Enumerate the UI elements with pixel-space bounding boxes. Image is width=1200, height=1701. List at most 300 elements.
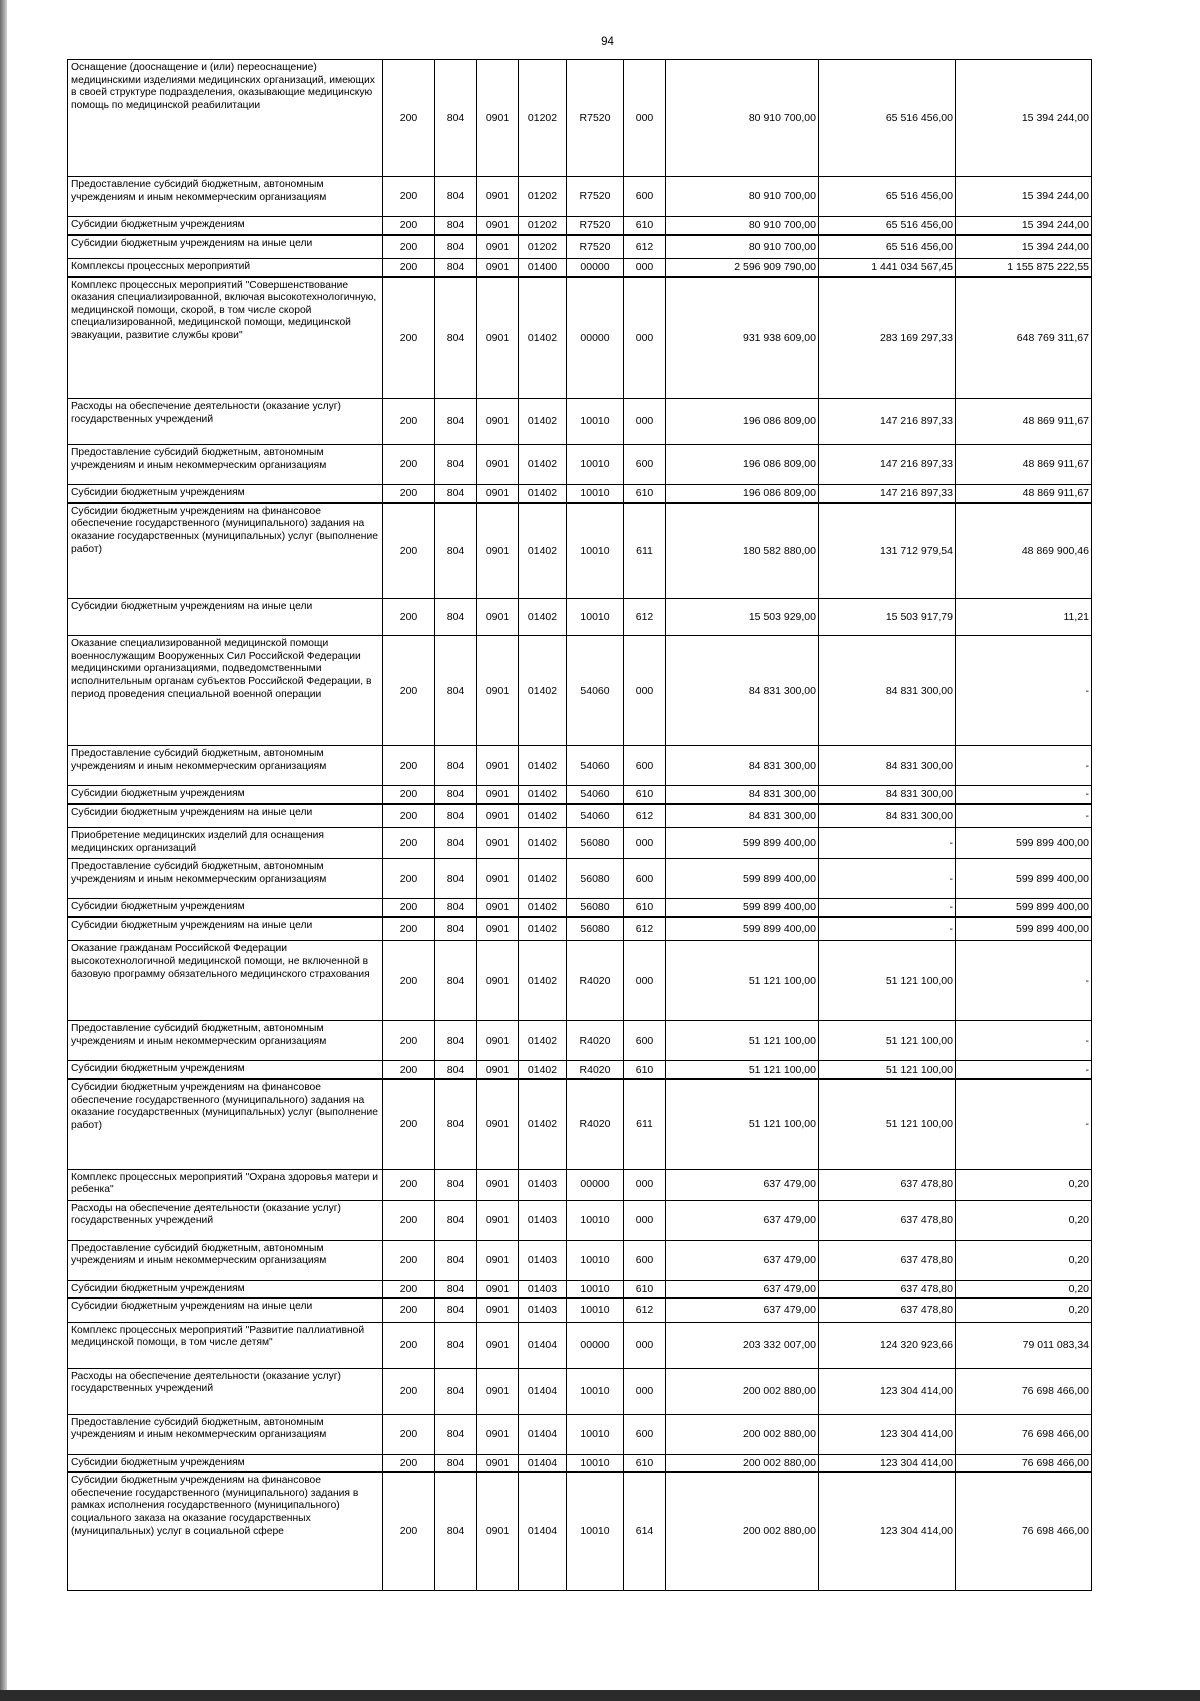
row-name: Субсидии бюджетным учреждениям xyxy=(68,1280,383,1298)
col-code-2: 804 xyxy=(435,859,477,899)
col-code-4: 01402 xyxy=(519,445,567,485)
table-row xyxy=(68,445,1092,485)
row-name: Субсидии бюджетным учреждениям на финансовое обеспечение государственного (муниципального) задания на оказание государственных (муниципальных) услуг (выполнение работ) xyxy=(68,1079,383,1169)
table-row xyxy=(68,503,1092,599)
col-code-1: 200 xyxy=(383,503,435,599)
col-code-3: 0901 xyxy=(477,1322,519,1368)
row-name: Субсидии бюджетным учреждениям xyxy=(68,217,383,235)
table-row xyxy=(68,746,1092,786)
col-code-5: 10010 xyxy=(567,1280,624,1298)
row-name: Расходы на обеспечение деятельности (оказание услуг) государственных учреждений xyxy=(68,1200,383,1240)
table-row xyxy=(68,1240,1092,1280)
col-amount-3: - xyxy=(956,1061,1092,1079)
col-code-1: 200 xyxy=(383,60,435,177)
col-code-3: 0901 xyxy=(477,899,519,917)
col-amount-1: 196 086 809,00 xyxy=(666,445,819,485)
col-code-3: 0901 xyxy=(477,177,519,217)
col-amount-1: 599 899 400,00 xyxy=(666,859,819,899)
row-name: Субсидии бюджетным учреждениям на финансовое обеспечение государственного (муниципального) задания в рамках исполнения государственного (муниципального) социального заказа на оказание государственных (муниципальных) услуг в социальной сфере xyxy=(68,1472,383,1590)
col-code-3: 0901 xyxy=(477,746,519,786)
col-amount-2: - xyxy=(819,828,956,859)
table-row xyxy=(68,599,1092,636)
row-name: Оказание гражданам Российской Федерации высокотехнологичной медицинской помощи, не включенной в базовую программу обязательного медицинского страхования xyxy=(68,941,383,1021)
col-code-2: 804 xyxy=(435,899,477,917)
col-code-3: 0901 xyxy=(477,1298,519,1322)
col-amount-1: 84 831 300,00 xyxy=(666,786,819,804)
col-code-2: 804 xyxy=(435,746,477,786)
table-body xyxy=(68,60,1092,1591)
row-name: Субсидии бюджетным учреждениям xyxy=(68,899,383,917)
col-code-6: 612 xyxy=(624,917,666,941)
col-code-6: 610 xyxy=(624,1061,666,1079)
col-code-1: 200 xyxy=(383,917,435,941)
col-amount-2: 147 216 897,33 xyxy=(819,399,956,445)
col-amount-3: 599 899 400,00 xyxy=(956,917,1092,941)
table-row xyxy=(68,259,1092,277)
col-code-4: 01403 xyxy=(519,1280,567,1298)
col-code-1: 200 xyxy=(383,1240,435,1280)
table-row xyxy=(68,177,1092,217)
row-name: Субсидии бюджетным учреждениям на финансовое обеспечение государственного (муниципального) задания на оказание государственных (муниципальных) услуг (выполнение работ) xyxy=(68,503,383,599)
col-code-1: 200 xyxy=(383,786,435,804)
col-code-4: 01202 xyxy=(519,60,567,177)
col-amount-2: 65 516 456,00 xyxy=(819,217,956,235)
col-amount-1: 51 121 100,00 xyxy=(666,1061,819,1079)
col-amount-1: 200 002 880,00 xyxy=(666,1368,819,1414)
col-code-1: 200 xyxy=(383,1061,435,1079)
col-amount-1: 203 332 007,00 xyxy=(666,1322,819,1368)
col-code-2: 804 xyxy=(435,941,477,1021)
col-amount-3: 599 899 400,00 xyxy=(956,899,1092,917)
col-code-1: 200 xyxy=(383,1454,435,1472)
table-row xyxy=(68,277,1092,399)
row-name: Комплекс процессных мероприятий "Охрана здоровья матери и ребенка" xyxy=(68,1169,383,1200)
col-code-1: 200 xyxy=(383,485,435,503)
col-code-6: 610 xyxy=(624,786,666,804)
col-code-1: 200 xyxy=(383,746,435,786)
col-code-4: 01404 xyxy=(519,1414,567,1454)
col-code-3: 0901 xyxy=(477,235,519,259)
col-amount-2: 123 304 414,00 xyxy=(819,1414,956,1454)
col-amount-2: 637 478,80 xyxy=(819,1298,956,1322)
table-row xyxy=(68,1200,1092,1240)
scan-edge-bottom xyxy=(0,1690,1200,1701)
col-code-3: 0901 xyxy=(477,917,519,941)
col-code-1: 200 xyxy=(383,277,435,399)
row-name: Субсидии бюджетным учреждениям на иные цели xyxy=(68,1298,383,1322)
col-code-5: R4020 xyxy=(567,941,624,1021)
col-code-1: 200 xyxy=(383,828,435,859)
col-amount-3: 76 698 466,00 xyxy=(956,1368,1092,1414)
col-code-1: 200 xyxy=(383,599,435,636)
col-code-4: 01402 xyxy=(519,636,567,746)
col-amount-2: 84 831 300,00 xyxy=(819,804,956,828)
table-row xyxy=(68,828,1092,859)
col-code-4: 01202 xyxy=(519,235,567,259)
col-amount-1: 637 479,00 xyxy=(666,1169,819,1200)
col-code-5: 10010 xyxy=(567,399,624,445)
row-name: Субсидии бюджетным учреждениям на иные цели xyxy=(68,804,383,828)
col-amount-1: 599 899 400,00 xyxy=(666,899,819,917)
table-row xyxy=(68,636,1092,746)
col-code-2: 804 xyxy=(435,828,477,859)
row-name: Предоставление субсидий бюджетным, автономным учреждениям и иным некоммерческим организациям xyxy=(68,445,383,485)
row-name: Расходы на обеспечение деятельности (оказание услуг) государственных учреждений xyxy=(68,1368,383,1414)
col-amount-1: 15 503 929,00 xyxy=(666,599,819,636)
col-code-1: 200 xyxy=(383,1368,435,1414)
col-amount-3: 11,21 xyxy=(956,599,1092,636)
col-code-3: 0901 xyxy=(477,217,519,235)
col-code-5: 10010 xyxy=(567,1200,624,1240)
table-row xyxy=(68,1472,1092,1590)
col-amount-1: 931 938 609,00 xyxy=(666,277,819,399)
col-code-1: 200 xyxy=(383,1021,435,1061)
table-row xyxy=(68,1454,1092,1472)
col-code-2: 804 xyxy=(435,1200,477,1240)
table-row xyxy=(68,60,1092,177)
col-amount-2: 84 831 300,00 xyxy=(819,746,956,786)
col-code-6: 600 xyxy=(624,1240,666,1280)
col-amount-1: 637 479,00 xyxy=(666,1240,819,1280)
table-row xyxy=(68,399,1092,445)
col-code-6: 600 xyxy=(624,859,666,899)
col-code-1: 200 xyxy=(383,636,435,746)
col-code-5: 10010 xyxy=(567,599,624,636)
col-amount-1: 637 479,00 xyxy=(666,1280,819,1298)
row-name: Оказание специализированной медицинской помощи военнослужащим Вооруженных Сил Российской Федерации медицинскими организациями, подведомственными исполнительным органам субъектов Российской Федерации, в период проведения специальной военной операции xyxy=(68,636,383,746)
col-amount-3: - xyxy=(956,1021,1092,1061)
col-code-5: 00000 xyxy=(567,1322,624,1368)
col-code-6: 000 xyxy=(624,259,666,277)
col-amount-1: 51 121 100,00 xyxy=(666,941,819,1021)
col-amount-3: 0,20 xyxy=(956,1280,1092,1298)
col-amount-1: 80 910 700,00 xyxy=(666,235,819,259)
col-code-6: 600 xyxy=(624,1021,666,1061)
col-code-2: 804 xyxy=(435,235,477,259)
col-code-4: 01403 xyxy=(519,1240,567,1280)
page-number: 94 xyxy=(601,36,614,48)
row-name: Субсидии бюджетным учреждениям xyxy=(68,1454,383,1472)
col-code-5: 56080 xyxy=(567,828,624,859)
col-code-2: 804 xyxy=(435,786,477,804)
col-code-2: 804 xyxy=(435,1368,477,1414)
col-code-5: R7520 xyxy=(567,235,624,259)
col-code-4: 01402 xyxy=(519,941,567,1021)
col-amount-3: 48 869 911,67 xyxy=(956,445,1092,485)
col-amount-3: 0,20 xyxy=(956,1240,1092,1280)
col-code-3: 0901 xyxy=(477,485,519,503)
col-code-6: 600 xyxy=(624,445,666,485)
col-code-3: 0901 xyxy=(477,1414,519,1454)
col-code-5: 56080 xyxy=(567,899,624,917)
row-name: Предоставление субсидий бюджетным, автономным учреждениям и иным некоммерческим организациям xyxy=(68,1021,383,1061)
row-name: Субсидии бюджетным учреждениям xyxy=(68,485,383,503)
table-row xyxy=(68,1061,1092,1079)
col-code-6: 600 xyxy=(624,746,666,786)
col-amount-1: 84 831 300,00 xyxy=(666,636,819,746)
col-code-2: 804 xyxy=(435,217,477,235)
col-code-6: 000 xyxy=(624,1200,666,1240)
col-code-2: 804 xyxy=(435,485,477,503)
col-amount-2: 65 516 456,00 xyxy=(819,235,956,259)
col-code-2: 804 xyxy=(435,177,477,217)
col-code-1: 200 xyxy=(383,399,435,445)
col-code-2: 804 xyxy=(435,445,477,485)
row-name: Комплекс процессных мероприятий "Развитие паллиативной медицинской помощи, в том числе детям" xyxy=(68,1322,383,1368)
col-amount-1: 599 899 400,00 xyxy=(666,917,819,941)
col-amount-2: 637 478,80 xyxy=(819,1169,956,1200)
col-amount-2: 131 712 979,54 xyxy=(819,503,956,599)
col-code-1: 200 xyxy=(383,1322,435,1368)
col-code-6: 611 xyxy=(624,503,666,599)
col-code-5: R4020 xyxy=(567,1061,624,1079)
col-amount-3: 48 869 911,67 xyxy=(956,485,1092,503)
col-code-5: 00000 xyxy=(567,259,624,277)
col-amount-2: 637 478,80 xyxy=(819,1240,956,1280)
col-amount-1: 196 086 809,00 xyxy=(666,399,819,445)
col-code-4: 01404 xyxy=(519,1472,567,1590)
col-amount-3: 76 698 466,00 xyxy=(956,1454,1092,1472)
table-row xyxy=(68,235,1092,259)
col-amount-3: 76 698 466,00 xyxy=(956,1414,1092,1454)
row-name: Предоставление субсидий бюджетным, автономным учреждениям и иным некоммерческим организациям xyxy=(68,859,383,899)
col-code-3: 0901 xyxy=(477,859,519,899)
col-amount-1: 80 910 700,00 xyxy=(666,177,819,217)
row-name: Комплекс процессных мероприятий "Совершенствование оказания специализированной, включая высокотехнологичную, медицинской помощи, скорой, в том числе скорой специализированной, медицинской помощи, медицинской эвакуации, развитие службы крови" xyxy=(68,277,383,399)
col-code-3: 0901 xyxy=(477,599,519,636)
row-name: Субсидии бюджетным учреждениям xyxy=(68,1061,383,1079)
row-name: Субсидии бюджетным учреждениям на иные цели xyxy=(68,599,383,636)
col-code-3: 0901 xyxy=(477,1280,519,1298)
col-amount-1: 180 582 880,00 xyxy=(666,503,819,599)
col-code-1: 200 xyxy=(383,177,435,217)
col-code-2: 804 xyxy=(435,259,477,277)
col-code-2: 804 xyxy=(435,60,477,177)
col-code-5: 10010 xyxy=(567,1472,624,1590)
col-amount-3: - xyxy=(956,1079,1092,1169)
col-amount-3: 79 011 083,34 xyxy=(956,1322,1092,1368)
col-code-5: 54060 xyxy=(567,746,624,786)
col-code-2: 804 xyxy=(435,1322,477,1368)
table-row xyxy=(68,917,1092,941)
col-code-2: 804 xyxy=(435,1240,477,1280)
col-code-4: 01402 xyxy=(519,503,567,599)
col-code-3: 0901 xyxy=(477,1240,519,1280)
col-code-3: 0901 xyxy=(477,941,519,1021)
col-code-3: 0901 xyxy=(477,259,519,277)
col-amount-2: 51 121 100,00 xyxy=(819,1021,956,1061)
col-amount-3: 599 899 400,00 xyxy=(956,828,1092,859)
col-amount-1: 196 086 809,00 xyxy=(666,485,819,503)
col-amount-1: 200 002 880,00 xyxy=(666,1414,819,1454)
col-code-1: 200 xyxy=(383,1472,435,1590)
col-code-6: 000 xyxy=(624,1169,666,1200)
col-code-1: 200 xyxy=(383,941,435,1021)
col-code-3: 0901 xyxy=(477,445,519,485)
col-code-4: 01402 xyxy=(519,828,567,859)
col-code-6: 000 xyxy=(624,60,666,177)
col-code-1: 200 xyxy=(383,1200,435,1240)
col-code-1: 200 xyxy=(383,899,435,917)
col-amount-2: 51 121 100,00 xyxy=(819,1061,956,1079)
col-amount-1: 51 121 100,00 xyxy=(666,1079,819,1169)
col-code-5: 54060 xyxy=(567,804,624,828)
col-amount-3: - xyxy=(956,746,1092,786)
col-amount-3: 1 155 875 222,55 xyxy=(956,259,1092,277)
col-code-3: 0901 xyxy=(477,1169,519,1200)
col-amount-3: - xyxy=(956,941,1092,1021)
col-code-2: 804 xyxy=(435,804,477,828)
col-code-1: 200 xyxy=(383,1079,435,1169)
col-code-2: 804 xyxy=(435,1472,477,1590)
col-amount-3: 648 769 311,67 xyxy=(956,277,1092,399)
table-row xyxy=(68,1169,1092,1200)
col-code-5: 56080 xyxy=(567,859,624,899)
col-code-3: 0901 xyxy=(477,1079,519,1169)
col-amount-2: 1 441 034 567,45 xyxy=(819,259,956,277)
col-amount-2: 65 516 456,00 xyxy=(819,177,956,217)
col-amount-2: 51 121 100,00 xyxy=(819,1079,956,1169)
col-code-5: 10010 xyxy=(567,1368,624,1414)
col-code-2: 804 xyxy=(435,1061,477,1079)
col-amount-1: 200 002 880,00 xyxy=(666,1454,819,1472)
table-row xyxy=(68,1414,1092,1454)
table-row xyxy=(68,1368,1092,1414)
col-code-5: R4020 xyxy=(567,1079,624,1169)
col-code-6: 610 xyxy=(624,1280,666,1298)
col-amount-2: 147 216 897,33 xyxy=(819,485,956,503)
col-code-3: 0901 xyxy=(477,1021,519,1061)
col-code-2: 804 xyxy=(435,1021,477,1061)
col-amount-2: - xyxy=(819,859,956,899)
col-code-3: 0901 xyxy=(477,60,519,177)
col-code-4: 01404 xyxy=(519,1322,567,1368)
col-code-5: 10010 xyxy=(567,485,624,503)
budget-table xyxy=(67,59,1092,1591)
col-code-5: 10010 xyxy=(567,1240,624,1280)
col-code-6: 612 xyxy=(624,599,666,636)
col-amount-2: 123 304 414,00 xyxy=(819,1368,956,1414)
col-code-3: 0901 xyxy=(477,636,519,746)
col-code-4: 01402 xyxy=(519,399,567,445)
col-code-4: 01402 xyxy=(519,804,567,828)
col-amount-1: 80 910 700,00 xyxy=(666,217,819,235)
col-code-4: 01402 xyxy=(519,485,567,503)
col-code-6: 000 xyxy=(624,1322,666,1368)
col-amount-1: 637 479,00 xyxy=(666,1298,819,1322)
col-code-2: 804 xyxy=(435,599,477,636)
col-code-6: 000 xyxy=(624,941,666,1021)
table-row xyxy=(68,1079,1092,1169)
col-amount-2: 147 216 897,33 xyxy=(819,445,956,485)
col-code-5: 10010 xyxy=(567,445,624,485)
col-amount-3: 15 394 244,00 xyxy=(956,235,1092,259)
col-code-6: 612 xyxy=(624,804,666,828)
table-row xyxy=(68,1322,1092,1368)
col-code-6: 612 xyxy=(624,235,666,259)
col-amount-3: 599 899 400,00 xyxy=(956,859,1092,899)
col-code-5: 10010 xyxy=(567,1298,624,1322)
col-code-6: 610 xyxy=(624,217,666,235)
col-code-4: 01404 xyxy=(519,1368,567,1414)
col-code-4: 01402 xyxy=(519,917,567,941)
row-name: Расходы на обеспечение деятельности (оказание услуг) государственных учреждений xyxy=(68,399,383,445)
table-row xyxy=(68,941,1092,1021)
col-code-3: 0901 xyxy=(477,1200,519,1240)
table-row xyxy=(68,786,1092,804)
col-code-1: 200 xyxy=(383,804,435,828)
table-row xyxy=(68,1021,1092,1061)
scan-edge-left xyxy=(0,0,7,1701)
col-code-1: 200 xyxy=(383,1280,435,1298)
row-name: Субсидии бюджетным учреждениям xyxy=(68,786,383,804)
col-amount-3: 15 394 244,00 xyxy=(956,60,1092,177)
col-code-6: 610 xyxy=(624,899,666,917)
col-code-5: 10010 xyxy=(567,1454,624,1472)
col-code-3: 0901 xyxy=(477,786,519,804)
col-code-4: 01202 xyxy=(519,177,567,217)
col-amount-1: 2 596 909 790,00 xyxy=(666,259,819,277)
col-amount-1: 84 831 300,00 xyxy=(666,804,819,828)
table-row xyxy=(68,217,1092,235)
col-code-3: 0901 xyxy=(477,804,519,828)
col-code-1: 200 xyxy=(383,259,435,277)
col-amount-1: 80 910 700,00 xyxy=(666,60,819,177)
col-code-1: 200 xyxy=(383,1169,435,1200)
col-code-5: 10010 xyxy=(567,503,624,599)
col-code-3: 0901 xyxy=(477,1061,519,1079)
col-code-2: 804 xyxy=(435,1079,477,1169)
col-amount-2: 124 320 923,66 xyxy=(819,1322,956,1368)
col-code-2: 804 xyxy=(435,399,477,445)
col-code-6: 610 xyxy=(624,1454,666,1472)
col-code-4: 01403 xyxy=(519,1298,567,1322)
col-code-2: 804 xyxy=(435,1454,477,1472)
col-code-4: 01402 xyxy=(519,1061,567,1079)
row-name: Приобретение медицинских изделий для оснащения медицинских организаций xyxy=(68,828,383,859)
col-code-6: 000 xyxy=(624,828,666,859)
col-amount-3: - xyxy=(956,804,1092,828)
col-code-1: 200 xyxy=(383,445,435,485)
row-name: Субсидии бюджетным учреждениям на иные цели xyxy=(68,235,383,259)
col-code-2: 804 xyxy=(435,917,477,941)
col-amount-1: 84 831 300,00 xyxy=(666,746,819,786)
col-amount-2: 51 121 100,00 xyxy=(819,941,956,1021)
row-name: Субсидии бюджетным учреждениям на иные цели xyxy=(68,917,383,941)
col-code-6: 614 xyxy=(624,1472,666,1590)
col-code-4: 01402 xyxy=(519,1021,567,1061)
col-amount-3: 15 394 244,00 xyxy=(956,217,1092,235)
col-code-5: R7520 xyxy=(567,177,624,217)
col-code-1: 200 xyxy=(383,859,435,899)
col-code-4: 01402 xyxy=(519,746,567,786)
col-code-1: 200 xyxy=(383,217,435,235)
col-amount-3: 15 394 244,00 xyxy=(956,177,1092,217)
row-name: Комплексы процессных мероприятий xyxy=(68,259,383,277)
col-code-6: 611 xyxy=(624,1079,666,1169)
col-code-4: 01402 xyxy=(519,1079,567,1169)
row-name: Оснащение (дооснащение и (или) переоснащение) медицинскими изделиями медицинских организаций, имеющих в своей структуре подразделения, оказывающие медицинскую помощь по медицинской реабилитации xyxy=(68,60,383,177)
col-amount-2: 637 478,80 xyxy=(819,1200,956,1240)
col-amount-1: 599 899 400,00 xyxy=(666,828,819,859)
col-code-4: 01402 xyxy=(519,899,567,917)
col-code-5: R4020 xyxy=(567,1021,624,1061)
col-code-6: 600 xyxy=(624,177,666,217)
col-code-4: 01404 xyxy=(519,1454,567,1472)
table-row xyxy=(68,804,1092,828)
col-code-6: 600 xyxy=(624,1414,666,1454)
col-code-3: 0901 xyxy=(477,1368,519,1414)
